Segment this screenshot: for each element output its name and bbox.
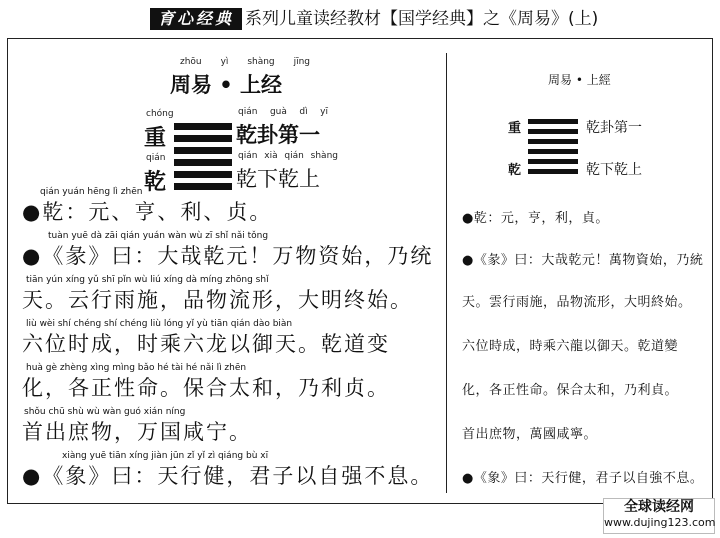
char2: 乾 <box>144 170 167 195</box>
page-header <box>0 6 720 32</box>
pinyin-syllable: qián <box>284 151 304 161</box>
line-text: ●《象》曰：天行健，君子以自强不息。 <box>22 464 434 488</box>
series-logo: 育心经典 <box>150 8 242 30</box>
traditional-line: 首出庶物，萬國咸寧。 <box>462 427 598 442</box>
text-line <box>22 451 433 489</box>
header-title: 系列儿童读经教材【国学经典】之《周易》(上) <box>245 9 599 29</box>
char2: 乾 <box>508 163 522 178</box>
traditional-pane <box>448 39 712 505</box>
line-text: 化，各正性命。保合太和，乃利贞。 <box>22 376 390 400</box>
pinyin-syllable: dì <box>299 107 308 117</box>
site-watermark <box>603 498 715 534</box>
pinyin-syllable: jīng <box>293 57 310 67</box>
traditional-line: ●《彖》曰：大哉乾元！萬物資始，乃統 <box>462 253 704 268</box>
watermark-url: www.dujing123.com <box>604 516 716 529</box>
traditional-hexagram-heading <box>508 117 698 187</box>
line-text: 六位时成，时乘六龙以御天。乾道变 <box>22 332 390 356</box>
simplified-pane <box>8 39 446 505</box>
char1-pinyin: chóng <box>146 109 174 119</box>
text-line <box>22 231 433 269</box>
line-pinyin: xiàng yuē tiān xíng jiàn jūn zǐ yǐ zì qiáng bù xī <box>62 451 269 461</box>
text-line <box>22 319 390 357</box>
pinyin-syllable: zhōu <box>180 57 202 67</box>
traditional-line: 化，各正性命。保合太和，乃利貞。 <box>462 383 679 398</box>
text-line <box>22 363 390 401</box>
gua-subtitle: 乾下乾上 <box>586 162 642 178</box>
gua-name: 乾卦第一 <box>586 120 642 136</box>
text-line <box>22 407 252 445</box>
line-pinyin: tuàn yuē dà zāi qián yuán wàn wù zī shǐ nǎi tǒng <box>48 231 269 241</box>
pinyin-syllable: yì <box>220 57 229 67</box>
line-text: 首出庶物，万国咸宁。 <box>22 420 252 444</box>
line-text: ●乾：元、亨、利、贞。 <box>22 200 273 224</box>
watermark-site-name: 全球读经网 <box>624 499 694 515</box>
line-pinyin: huà gè zhèng xìng mìng bǎo hé tài hé nǎi lì zhēn <box>26 363 247 373</box>
traditional-title: 周易 • 上經 <box>548 73 611 87</box>
gua-subtitle: 乾下乾上 <box>236 167 320 191</box>
pinyin-syllable: shàng <box>310 151 338 161</box>
line-pinyin: qián yuán hēng lì zhēn <box>40 187 143 197</box>
qian-hexagram-icon <box>528 119 578 179</box>
char1: 重 <box>508 121 522 136</box>
book-title: 周易 • 上经 <box>170 73 283 97</box>
title-pinyin <box>180 57 310 67</box>
traditional-line: ●《象》曰：天行健，君子以自強不息。 <box>462 471 704 486</box>
pinyin-syllable: shàng <box>247 57 275 67</box>
line-pinyin: shǒu chū shù wù wàn guó xián níng <box>24 407 186 417</box>
text-line <box>22 187 272 225</box>
char1: 重 <box>144 126 167 151</box>
pinyin-syllable: qián <box>238 107 258 117</box>
pinyin-syllable: yī <box>320 107 328 117</box>
text-line <box>22 275 413 313</box>
qian-hexagram-icon <box>174 123 232 191</box>
traditional-line: 天。雲行雨施，品物流形，大明終始。 <box>462 295 692 310</box>
traditional-line: 六位時成，時乘六龍以御天。乾道變 <box>462 339 679 354</box>
text-frame <box>7 38 713 504</box>
pinyin-syllable: guà <box>269 107 287 117</box>
pinyin-syllable: qián <box>238 151 258 161</box>
line-text: ●《彖》曰：大哉乾元！万物资始，乃统 <box>22 244 434 268</box>
pinyin-syllable: xià <box>264 151 278 161</box>
line-pinyin: liù wèi shí chéng shí chéng liù lóng yǐ yù tiān qián dào biàn <box>26 319 293 329</box>
line-pinyin: tiān yún xíng yǔ shī pǐn wù liú xíng dà míng zhōng shǐ <box>26 275 269 285</box>
gua-name: 乾卦第一 <box>236 123 320 147</box>
gua-name-pinyin <box>238 107 328 117</box>
char2-pinyin: qián <box>146 153 166 163</box>
gua-sub-pinyin <box>238 151 338 161</box>
line-text: 天。云行雨施，品物流形，大明终始。 <box>22 288 413 312</box>
traditional-line: ●乾：元，亨，利，貞。 <box>462 211 609 226</box>
